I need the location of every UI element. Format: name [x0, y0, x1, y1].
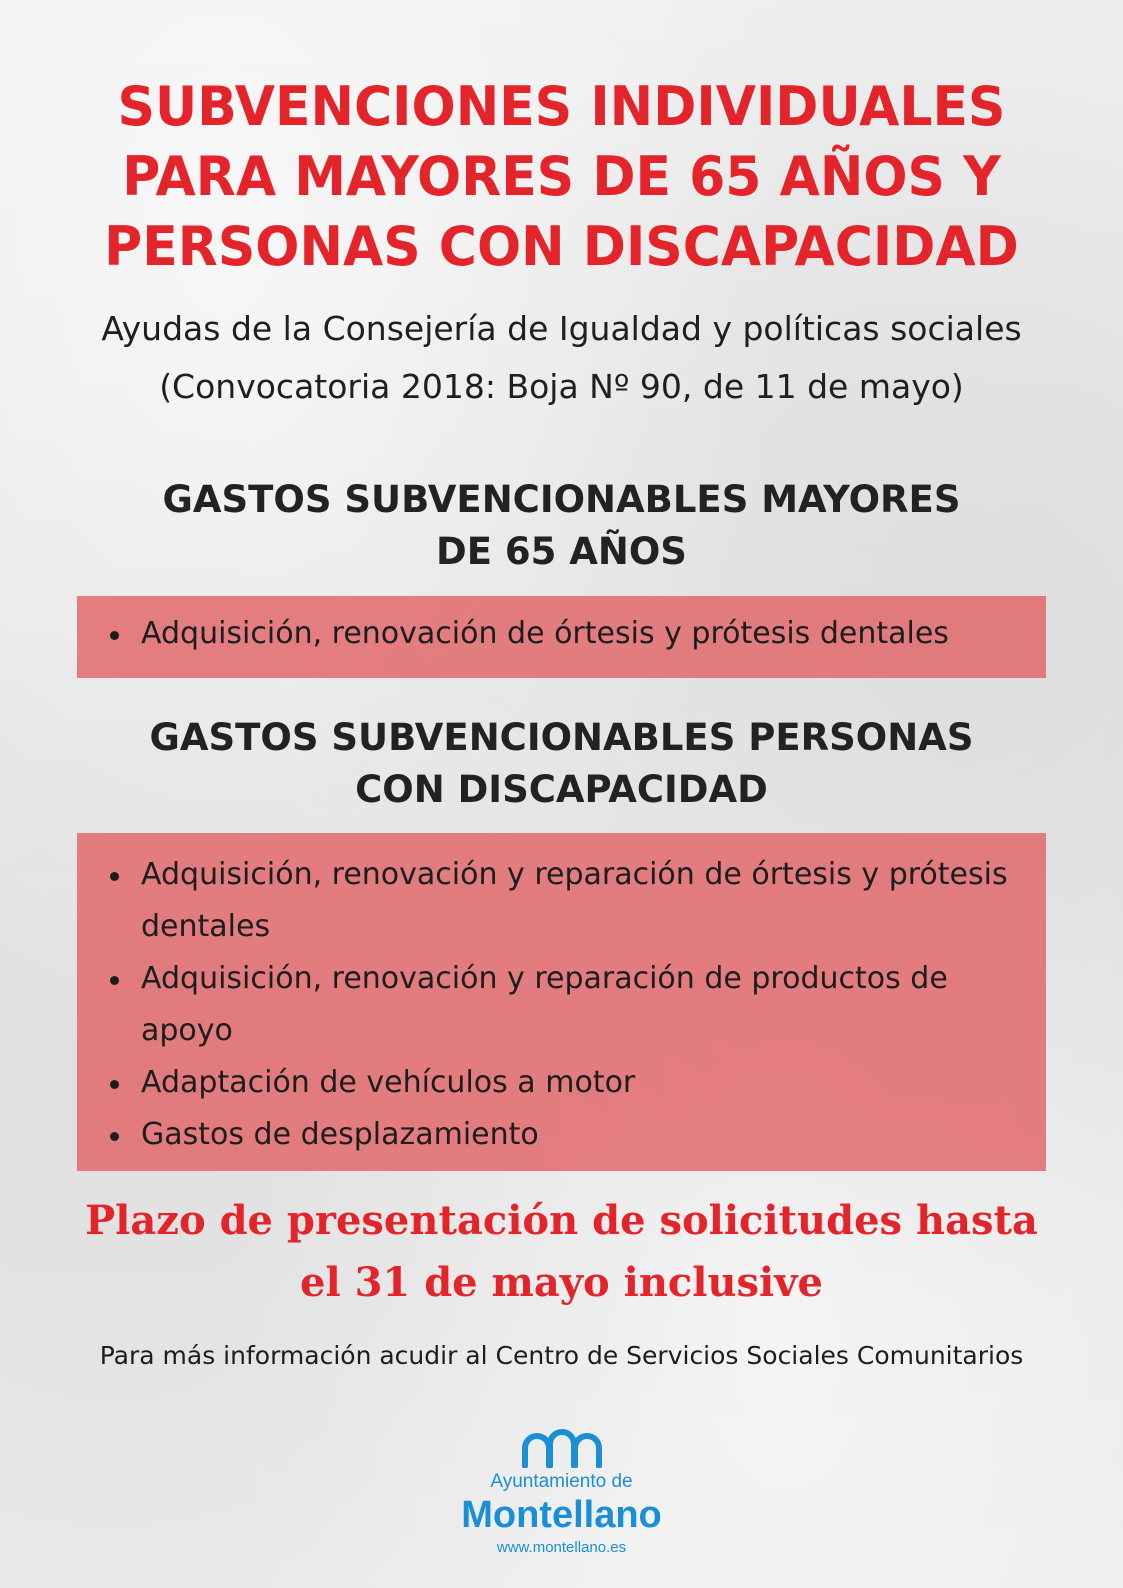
ayuntamiento-logo: [411, 1428, 712, 1568]
subtitle-line-2: (Convocatoria 2018: Boja Nº 90, de 11 de mayo): [159, 367, 964, 406]
list-item: Adquisición, renovación de órtesis y prótesis dentales: [77, 608, 1046, 660]
deadline-notice: [0, 1190, 1123, 1314]
discapacidad-list: [77, 833, 1046, 1161]
subtitle: [0, 300, 1123, 416]
section-heading-discapacidad-line-2: CON DISCAPACIDAD: [355, 768, 768, 811]
mayores-list: [77, 596, 1046, 660]
list-item: Adquisición, renovación y reparación de órtesis y prótesis dentales: [77, 849, 1046, 953]
poster-title: [0, 72, 1123, 282]
list-item: Adaptación de vehículos a motor: [77, 1057, 1046, 1109]
discapacidad-list-box: [77, 833, 1046, 1171]
section-heading-mayores-line-2: DE 65 AÑOS: [436, 530, 687, 573]
list-item: Adquisición, renovación y reparación de productos de apoyo: [77, 953, 1046, 1057]
logo-line-1: Ayuntamiento de: [490, 1471, 633, 1492]
subtitle-line-1: Ayudas de la Consejería de Igualdad y políticas sociales: [101, 309, 1022, 348]
mayores-list-box: [77, 596, 1046, 678]
title-line-1: SUBVENCIONES INDIVIDUALES: [117, 75, 1006, 139]
info-text: Para más información acudir al Centro de Servicios Sociales Comunitarios: [99, 1341, 1024, 1370]
arches-logo-icon: [519, 1428, 605, 1468]
title-line-3: PERSONAS CON DISCAPACIDAD: [104, 215, 1019, 279]
deadline-line-1: Plazo de presentación de solicitudes hasta: [85, 1197, 1038, 1244]
deadline-line-2: el 31 de mayo inclusive: [300, 1259, 823, 1306]
section-heading-mayores: [0, 474, 1123, 578]
section-heading-discapacidad: [0, 712, 1123, 816]
logo-url: www.montellano.es: [496, 1539, 627, 1556]
title-line-2: PARA MAYORES DE 65 AÑOS Y: [122, 145, 1001, 209]
section-heading-discapacidad-line-1: GASTOS SUBVENCIONABLES PERSONAS: [149, 716, 974, 759]
list-item: Gastos de desplazamiento: [77, 1109, 1046, 1161]
section-heading-mayores-line-1: GASTOS SUBVENCIONABLES MAYORES: [162, 478, 961, 521]
logo-line-2: Montellano: [461, 1494, 662, 1536]
